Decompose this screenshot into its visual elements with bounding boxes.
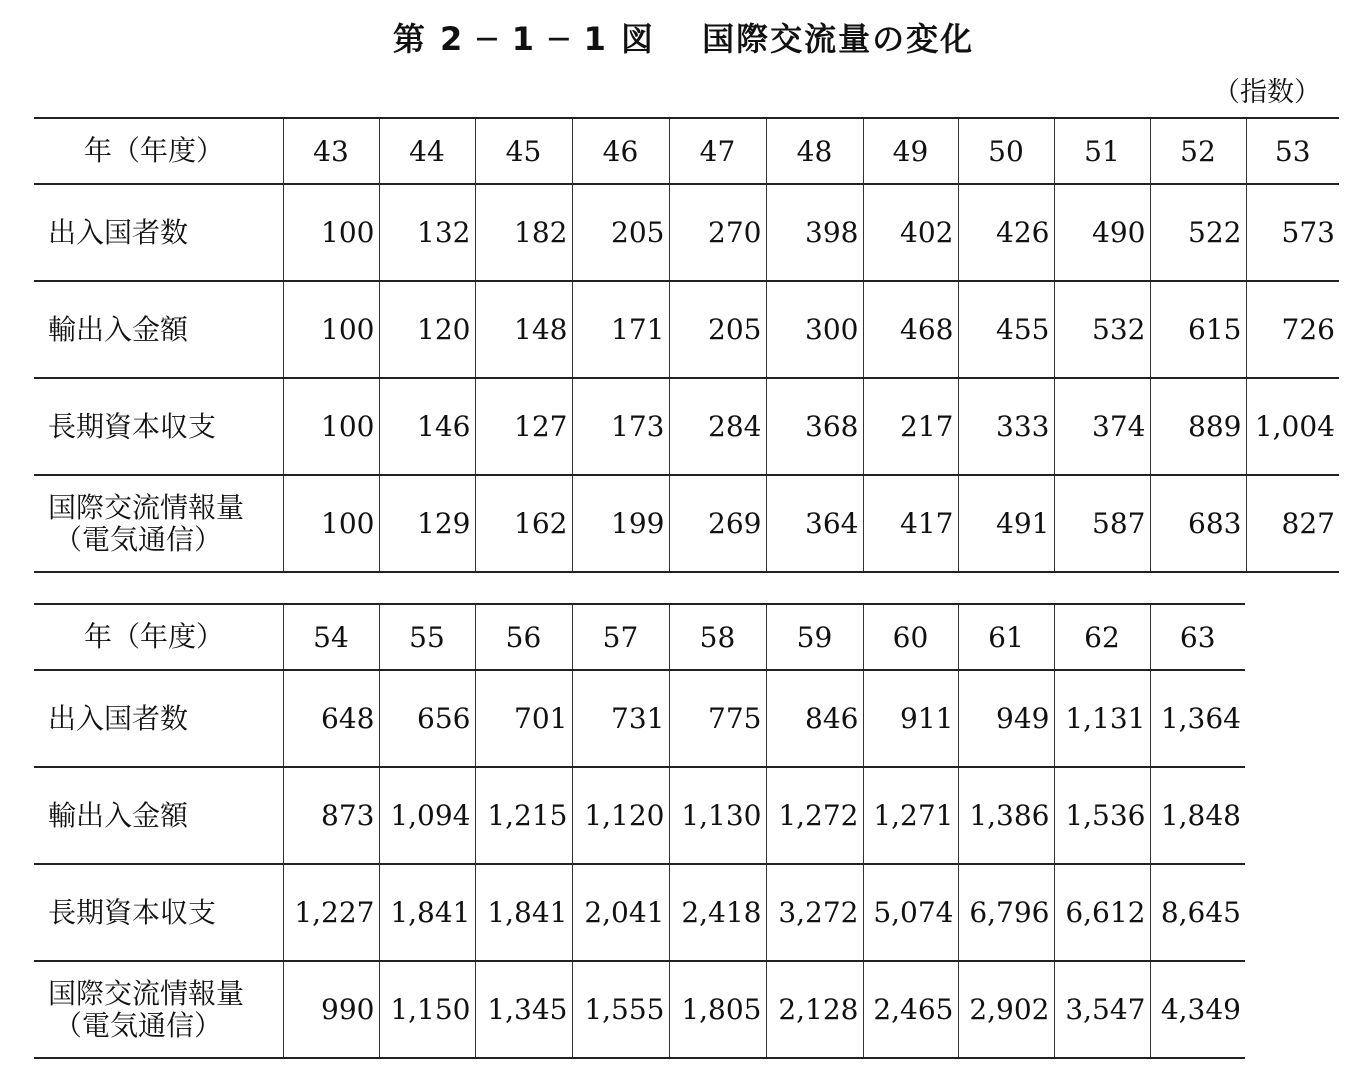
value-cell: 284 [669,378,766,475]
year-cell: 62 [1054,604,1150,670]
data-table-1 [34,117,1339,573]
value-cell: 2,902 [958,961,1054,1058]
value-cell: 656 [379,670,475,767]
unit-label: （指数） [1213,77,1321,108]
value-cell: 1,272 [766,767,863,864]
value-cell: 368 [766,378,863,475]
value-cell: 1,120 [572,767,669,864]
value-cell: 726 [1246,281,1339,378]
table-header-row [34,118,1339,184]
data-table-2 [34,603,1245,1059]
year-cell: 56 [475,604,572,670]
year-cell: 57 [572,604,669,670]
row-label: 出入国者数 [34,184,283,281]
value-cell: 1,094 [379,767,475,864]
value-cell: 132 [379,184,475,281]
value-cell: 146 [379,378,475,475]
row-label-line1: 国際交流情報量 [48,977,245,1011]
row-label-line2: （電気通信） [54,1008,223,1042]
value-cell: 846 [766,670,863,767]
value-cell: 889 [1150,378,1246,475]
value-cell: 1,130 [669,767,766,864]
year-cell: 52 [1150,118,1246,184]
row-label: 輸出入金額 [34,281,283,378]
year-cell: 63 [1150,604,1245,670]
year-header-label: 年（年度） [34,604,283,670]
value-cell: 775 [669,670,766,767]
value-cell: 417 [863,475,958,572]
value-cell: 333 [958,378,1054,475]
value-cell: 129 [379,475,475,572]
value-cell: 573 [1246,184,1339,281]
value-cell: 990 [283,961,379,1058]
page-title: 第 2 ─ 1 ─ 1 図 国際交流量の変化 [392,20,975,58]
value-cell: 127 [475,378,572,475]
year-cell: 48 [766,118,863,184]
value-cell: 171 [572,281,669,378]
year-cell: 51 [1054,118,1150,184]
table-row [34,864,1245,961]
value-cell: 1,271 [863,767,958,864]
row-label: 長期資本収支 [34,378,283,475]
value-cell: 6,796 [958,864,1054,961]
value-cell: 522 [1150,184,1246,281]
value-cell: 1,841 [379,864,475,961]
value-cell: 1,131 [1054,670,1150,767]
value-cell: 1,004 [1246,378,1339,475]
value-cell: 173 [572,378,669,475]
value-cell: 1,841 [475,864,572,961]
value-cell: 205 [669,281,766,378]
value-cell: 148 [475,281,572,378]
table-header-row [34,604,1245,670]
value-cell: 615 [1150,281,1246,378]
value-cell: 2,041 [572,864,669,961]
value-cell: 398 [766,184,863,281]
value-cell: 468 [863,281,958,378]
value-cell: 3,272 [766,864,863,961]
value-cell: 2,128 [766,961,863,1058]
year-cell: 45 [475,118,572,184]
row-label [34,961,283,1058]
year-cell: 58 [669,604,766,670]
value-cell: 5,074 [863,864,958,961]
value-cell: 1,555 [572,961,669,1058]
value-cell: 1,150 [379,961,475,1058]
table-row [34,961,1245,1058]
value-cell: 205 [572,184,669,281]
value-cell: 1,805 [669,961,766,1058]
table-row [34,184,1339,281]
value-cell: 402 [863,184,958,281]
value-cell: 217 [863,378,958,475]
value-cell: 426 [958,184,1054,281]
value-cell: 731 [572,670,669,767]
row-label: 出入国者数 [34,670,283,767]
row-label: 輸出入金額 [34,767,283,864]
value-cell: 491 [958,475,1054,572]
table-row [34,767,1245,864]
value-cell: 949 [958,670,1054,767]
year-header-label: 年（年度） [34,118,283,184]
value-cell: 587 [1054,475,1150,572]
value-cell: 8,645 [1150,864,1245,961]
year-cell: 44 [379,118,475,184]
value-cell: 100 [283,475,379,572]
value-cell: 2,418 [669,864,766,961]
year-cell: 61 [958,604,1054,670]
value-cell: 1,848 [1150,767,1245,864]
value-cell: 532 [1054,281,1150,378]
year-cell: 46 [572,118,669,184]
value-cell: 100 [283,281,379,378]
value-cell: 1,386 [958,767,1054,864]
year-cell: 47 [669,118,766,184]
value-cell: 683 [1150,475,1246,572]
value-cell: 364 [766,475,863,572]
value-cell: 701 [475,670,572,767]
year-cell: 53 [1246,118,1339,184]
value-cell: 1,345 [475,961,572,1058]
value-cell: 2,465 [863,961,958,1058]
year-cell: 43 [283,118,379,184]
value-cell: 911 [863,670,958,767]
value-cell: 455 [958,281,1054,378]
value-cell: 300 [766,281,863,378]
row-label [34,475,283,572]
value-cell: 873 [283,767,379,864]
table-row [34,475,1339,572]
value-cell: 270 [669,184,766,281]
value-cell: 827 [1246,475,1339,572]
value-cell: 1,215 [475,767,572,864]
table-row [34,670,1245,767]
row-label: 長期資本収支 [34,864,283,961]
year-cell: 60 [863,604,958,670]
table-row [34,281,1339,378]
value-cell: 269 [669,475,766,572]
value-cell: 3,547 [1054,961,1150,1058]
value-cell: 374 [1054,378,1150,475]
value-cell: 1,227 [283,864,379,961]
value-cell: 4,349 [1150,961,1245,1058]
row-label-line2: （電気通信） [54,522,223,556]
value-cell: 490 [1054,184,1150,281]
value-cell: 648 [283,670,379,767]
value-cell: 120 [379,281,475,378]
value-cell: 162 [475,475,572,572]
value-cell: 100 [283,184,379,281]
year-cell: 55 [379,604,475,670]
year-cell: 49 [863,118,958,184]
year-cell: 50 [958,118,1054,184]
value-cell: 1,364 [1150,670,1245,767]
year-cell: 59 [766,604,863,670]
row-label-line1: 国際交流情報量 [48,491,245,525]
value-cell: 6,612 [1054,864,1150,961]
table-row [34,378,1339,475]
value-cell: 100 [283,378,379,475]
value-cell: 182 [475,184,572,281]
year-cell: 54 [283,604,379,670]
value-cell: 199 [572,475,669,572]
value-cell: 1,536 [1054,767,1150,864]
